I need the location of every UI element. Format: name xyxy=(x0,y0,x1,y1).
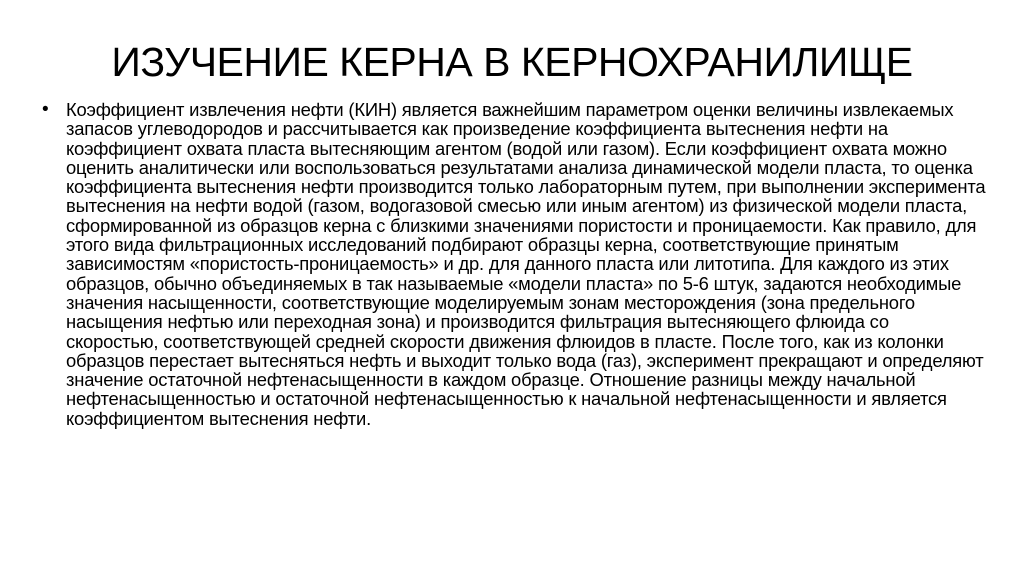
bullet-paragraph: Коэффициент извлечения нефти (КИН) является важнейшим параметром оценки величины извлекаемых запасов углеводородов и рассчитывается как произведение коэффициента вытеснения нефти на коэффициент охвата пласта вытесняющим агентом (водой или газом). Если коэффициент охвата можно оценить аналитически или воспользоваться результатами анализа динамической модели пласта, то оценка коэффициента вытеснения нефти производится только лабораторным путем, при выполнении эксперимента вытеснения на нефти водой (газом, водогазовой смесью или иным агентом) из физической модели пласта, сформированной из образцов керна с близкими значениями пористости и проницаемости. Как правило, для этого вида фильтрационных исследований подбирают образцы керна, соответствующие принятым зависимостям «пористость-проницаемость» и др. для данного пласта или литотипа. Для каждого из этих образцов, обычно объединяемых в так называемые «модели пласта» по 5-6 штук, задаются необходимые значения насыщенности, соответствующие моделируемым зонам месторождения (зона предельного насыщения нефтью или переходная зона) и производится фильтрация вытесняющего флюида со скоростью, соответствующей средней скорости движения флюидов в пласте. После того, как из колонки образцов перестает вытесняться нефть и выходит только вода (газ), эксперимент прекращают и определяют значение остаточной нефтенасыщенности в каждом образце. Отношение разницы между начальной нефтенасыщенностью и остаточной нефтенасыщенностью к начальной нефтенасыщенности и является коэффициентом вытеснения нефти. xyxy=(66,99,986,429)
slide-title: ИЗУЧЕНИЕ КЕРНА В КЕРНОХРАНИЛИЩЕ xyxy=(111,39,913,85)
bullet-marker: • xyxy=(42,99,49,120)
